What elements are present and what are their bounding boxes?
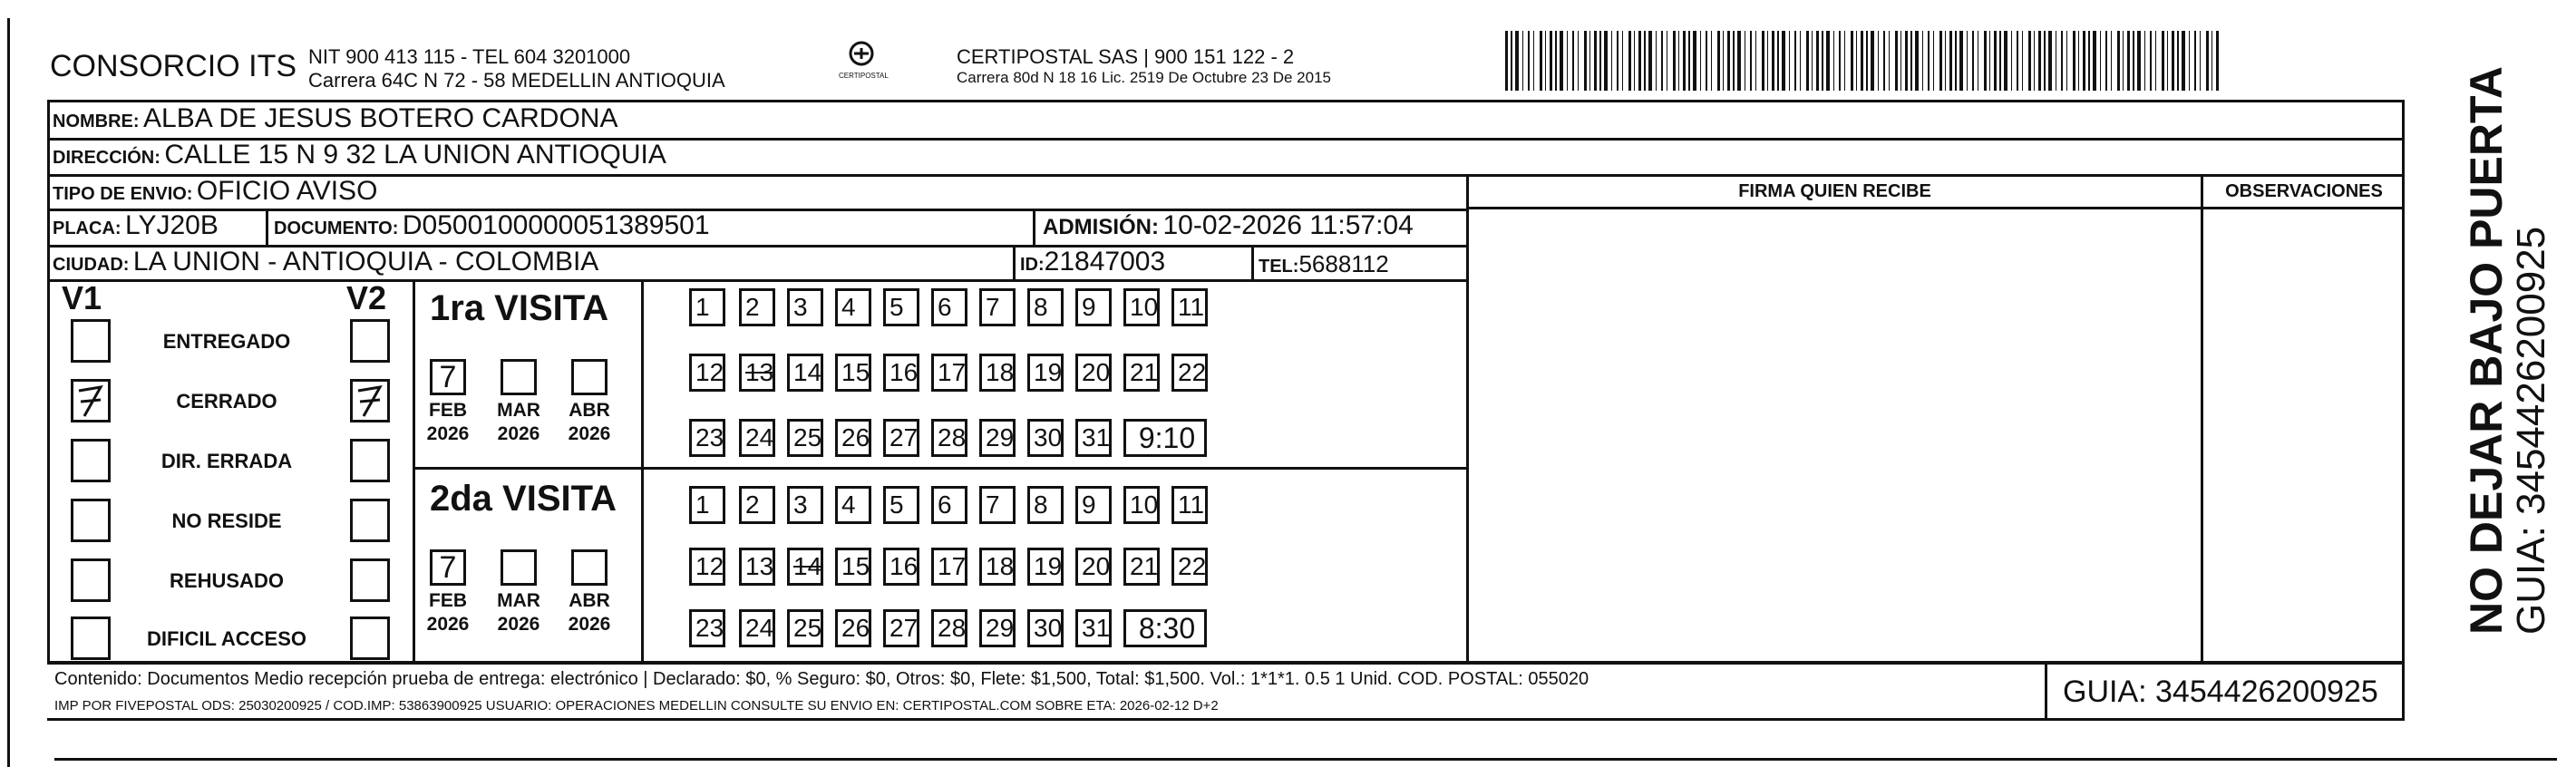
day-box[interactable]: 23 (689, 609, 725, 647)
v2-checkbox[interactable] (350, 558, 390, 602)
id-label: ID: (1020, 255, 1045, 275)
day-box[interactable]: 16 (883, 548, 919, 586)
barcode-bar (2004, 31, 2007, 91)
handwritten-check-icon (353, 382, 389, 422)
day-box[interactable]: 2 (739, 288, 775, 326)
col-line (1251, 245, 1254, 279)
month-checkbox[interactable] (571, 359, 608, 395)
v2-checkbox[interactable] (350, 379, 390, 422)
barcode-bar (1839, 31, 1841, 91)
day-box[interactable]: 16 (883, 354, 919, 392)
barcode-bar (1560, 31, 1563, 91)
barcode-bar (2137, 31, 2141, 91)
barcode-bar (1648, 31, 1652, 91)
barcode-bar (2093, 31, 2096, 91)
id-value: 21847003 (1044, 247, 1166, 277)
day-box[interactable]: 1 (689, 288, 725, 326)
day-box[interactable]: 22 (1171, 548, 1208, 586)
day-box[interactable]: 29 (979, 609, 1016, 647)
day-box[interactable]: 27 (883, 419, 919, 457)
day-box[interactable]: 23 (689, 419, 725, 457)
status-label: CERRADO (176, 390, 277, 413)
barcode-bar (1737, 31, 1741, 91)
year-label: 2026 (497, 423, 540, 444)
v2-checkbox[interactable] (350, 319, 390, 363)
barcode-bar (1656, 31, 1657, 91)
day-box[interactable]: 8 (1027, 486, 1064, 524)
day-box[interactable]: 10 (1123, 288, 1160, 326)
status-label: NO RESIDE (171, 510, 282, 532)
barcode-bar (2048, 31, 2052, 91)
day-box[interactable]: 17 (931, 354, 967, 392)
barcode-bar (1767, 31, 1768, 91)
year-label: 2026 (568, 423, 611, 444)
tipo-value: OFICIO AVISO (196, 176, 378, 206)
barcode-bar (1693, 31, 1696, 91)
day-box[interactable]: 26 (835, 609, 871, 647)
day-box[interactable]: 29 (979, 419, 1016, 457)
row-line (1466, 207, 2405, 209)
v1-label: V1 (62, 279, 102, 316)
barcode-bar (1733, 31, 1735, 91)
barcode-bar (1915, 31, 1919, 91)
barcode-bar (1617, 31, 1619, 91)
barcode-bar (1826, 31, 1830, 91)
day-box[interactable]: 12 (689, 548, 725, 586)
left-edge-line (7, 18, 10, 767)
barcode-bar (1594, 31, 1597, 91)
barcode-bar (1678, 31, 1679, 91)
day-box[interactable]: 14 (787, 354, 823, 392)
barcode-bar (1567, 31, 1568, 91)
month-checkbox[interactable] (501, 359, 537, 395)
footer-guia-sep (2045, 662, 2047, 718)
barcode-bar (1939, 31, 1942, 91)
barcode-bar (1688, 31, 1690, 91)
barcode-bar (1794, 31, 1796, 91)
barcode-bar (1844, 31, 1845, 91)
nit-line: NIT 900 413 115 - TEL 604 3201000 (308, 45, 631, 68)
col-line (641, 279, 644, 662)
side-warning (2462, 66, 2552, 635)
barcode-bar (2088, 31, 2090, 91)
barcode-bar (1984, 31, 1987, 91)
v1-checkbox[interactable] (71, 439, 111, 482)
day-box[interactable]: 13 (739, 548, 775, 586)
direccion-label: DIRECCIÓN: (53, 148, 160, 168)
barcode-bar (2038, 31, 2041, 91)
barcode-bar (1683, 31, 1686, 91)
v1-checkbox[interactable] (71, 379, 111, 422)
barcode-bar (2127, 31, 2130, 91)
day-box[interactable]: 11 (1171, 288, 1208, 326)
barcode-bar (2162, 31, 2164, 91)
barcode-bar (1967, 31, 1968, 91)
barcode-bar (2061, 31, 2063, 91)
col-line (2201, 174, 2203, 664)
no-dejar-text: NO DEJAR BAJO PUERTA (2461, 66, 2512, 635)
barcode-bar (1700, 31, 1701, 91)
barcode-bar (1851, 31, 1853, 91)
barcode-bar (1900, 31, 1901, 91)
barcode-bar (1800, 31, 1801, 91)
placa-value: LYJ20B (125, 210, 219, 240)
v1-checkbox[interactable] (71, 617, 111, 660)
status-label: DIFICIL ACCESO (146, 627, 306, 650)
barcode-bar (2028, 31, 2031, 91)
year-label: 2026 (568, 614, 611, 635)
barcode-bar (2200, 31, 2201, 91)
barcode-bar (1866, 31, 1868, 91)
day-box[interactable]: 4 (835, 486, 871, 524)
barcode-bar (1782, 31, 1785, 91)
time-box[interactable]: 9:10 (1123, 419, 1207, 457)
day-box[interactable]: 13 (739, 354, 775, 392)
barcode-bar (1772, 31, 1774, 91)
row-line (47, 279, 1466, 282)
month-label: FEB 2026 (421, 589, 475, 636)
footer-right-edge (2402, 662, 2405, 720)
month-checkbox[interactable] (501, 549, 537, 586)
ciudad-cell (53, 247, 598, 277)
barcode-bar (1999, 31, 2001, 91)
barcode-bar (2172, 31, 2174, 91)
barcode-bar (2083, 31, 2085, 91)
nombre-label: NOMBRE: (53, 112, 140, 131)
day-box[interactable]: 10 (1123, 486, 1160, 524)
month-label: MAR 2026 (491, 399, 546, 446)
row-line (47, 662, 2405, 665)
day-box[interactable]: 17 (931, 548, 967, 586)
row-line (47, 174, 2405, 177)
month-label: ABR 2026 (562, 589, 617, 636)
day-box[interactable]: 28 (931, 419, 967, 457)
barcode-bar (1755, 31, 1756, 91)
barcode-bar (2111, 31, 2112, 91)
barcode-bar (1889, 31, 1890, 91)
barcode-bar (1883, 31, 1885, 91)
barcode-bar (2011, 31, 2012, 91)
year-label: 2026 (426, 614, 470, 635)
v2-checkbox[interactable] (350, 617, 390, 660)
barcode-bar (1515, 31, 1519, 91)
v1-checkbox[interactable] (71, 558, 111, 602)
barcode-bar (2066, 31, 2067, 91)
barcode-bar (1634, 31, 1635, 91)
barcode-bar (1789, 31, 1790, 91)
status-label: DIR. ERRADA (160, 450, 293, 472)
barcode-bar (1762, 31, 1764, 91)
barcode-bar (1955, 31, 1957, 91)
day-box[interactable]: 4 (835, 288, 871, 326)
month-label: ABR 2026 (562, 399, 617, 446)
barcode-bar (1578, 31, 1579, 91)
documento-value: D0500100000051389501 (402, 210, 710, 240)
barcode-bar (2144, 31, 2145, 91)
day-box[interactable]: 31 (1075, 419, 1112, 457)
day-box[interactable]: 3 (787, 486, 823, 524)
day-box[interactable]: 18 (979, 548, 1016, 586)
barcode-bar (1945, 31, 1946, 91)
day-box[interactable]: 11 (1171, 486, 1208, 524)
day-box[interactable]: 27 (883, 609, 919, 647)
barcode-bar (1717, 31, 1720, 91)
v1-checkbox[interactable] (71, 319, 111, 363)
barcode-bar (1959, 31, 1963, 91)
barcode-bar (1511, 31, 1512, 91)
day-box[interactable]: 19 (1027, 354, 1064, 392)
bottom-edge-line (54, 758, 2557, 761)
barcode-bar (1599, 31, 1601, 91)
address-line: Carrera 64C N 72 - 58 MEDELLIN ANTIOQUIA (308, 69, 725, 92)
barcode-bar (1878, 31, 1879, 91)
barcode-bar (1777, 31, 1779, 91)
placa-cell (53, 210, 219, 241)
documento-label: DOCUMENTO: (274, 218, 399, 238)
month-label: MAR 2026 (491, 589, 546, 636)
nombre-row (53, 103, 617, 134)
barcode-bar (2078, 31, 2079, 91)
day-box[interactable]: 9 (1075, 288, 1112, 326)
barcode-bar (2044, 31, 2046, 91)
day-box[interactable]: 6 (931, 486, 967, 524)
day-box[interactable]: 15 (835, 354, 871, 392)
barcode-bar (1822, 31, 1823, 91)
day-box[interactable]: 1 (689, 486, 725, 524)
month-checkbox[interactable] (571, 549, 608, 586)
day-box[interactable]: 25 (787, 419, 823, 457)
footer-guia: GUIA: 3454426200925 (2063, 675, 2378, 709)
barcode-bar (1816, 31, 1819, 91)
day-box[interactable]: 25 (787, 609, 823, 647)
observaciones-label: OBSERVACIONES (2225, 181, 2383, 201)
documento-cell (274, 210, 710, 241)
barcode-bar (2155, 31, 2156, 91)
company-name: CONSORCIO ITS (50, 49, 297, 83)
barcode-bar (1533, 31, 1534, 91)
direccion-row (53, 140, 666, 170)
barcode-bar (1611, 31, 1612, 91)
barcode-bar (2189, 31, 2190, 91)
status-label: REHUSADO (170, 569, 284, 592)
day-box[interactable]: 7 (979, 288, 1016, 326)
barcode-bar (1505, 31, 1508, 91)
day-box[interactable]: 12 (689, 354, 725, 392)
col-line (1013, 245, 1016, 279)
footer-line1: Contenido: Documentos Medio recepción prueba de entrega: electrónico | Declarado: $0, % Seguro: $0, Otros: $0, Flete: $1,500, Total: $1,500. Vol.: 1*1*1. 0.5 1 Unid. COD. POSTAL: 055020 (54, 669, 1589, 689)
barcode-bar (1528, 31, 1530, 91)
logo-text: CERTIPOSTAL (839, 72, 889, 80)
barcode-bar (1572, 31, 1574, 91)
certi-line2: Carrera 80d N 18 16 Lic. 2519 De Octubre 23 De 2015 (957, 69, 1331, 86)
admision-value: 10-02-2026 11:57:04 (1162, 210, 1414, 240)
barcode-bar (1584, 31, 1587, 91)
row-line (413, 467, 1466, 470)
tel-label: TEL: (1259, 257, 1299, 277)
col-line (1033, 209, 1035, 245)
day-box[interactable]: 30 (1027, 609, 1064, 647)
col-line (1466, 174, 1469, 664)
barcode-bar (2100, 31, 2101, 91)
month-checkbox[interactable]: 7 (430, 359, 466, 395)
barcode-bar (2105, 31, 2107, 91)
v2-label: V2 (346, 279, 387, 316)
barcode-bar (1706, 31, 1707, 91)
barcode (1505, 31, 2221, 91)
tipo-label: TIPO DE ENVIO: (53, 184, 193, 204)
day-box[interactable]: 31 (1075, 609, 1112, 647)
day-box[interactable]: 21 (1123, 548, 1160, 586)
barcode-bar (2123, 31, 2124, 91)
nombre-value: ALBA DE JESUS BOTERO CARDONA (143, 103, 618, 133)
second-visit-title: 2da VISITA (430, 479, 617, 519)
admision-cell (1043, 210, 1414, 241)
day-box[interactable]: 28 (931, 609, 967, 647)
day-box[interactable]: 8 (1027, 288, 1064, 326)
barcode-bar (2177, 31, 2179, 91)
barcode-bar (1949, 31, 1952, 91)
barcode-bar (2182, 31, 2185, 91)
month-label: FEB 2026 (421, 399, 475, 446)
day-box[interactable]: 15 (835, 548, 871, 586)
year-label: 2026 (426, 423, 470, 444)
v1-checkbox[interactable] (71, 499, 111, 542)
id-cell (1020, 247, 1165, 277)
barcode-bar (1994, 31, 1997, 91)
barcode-bar (1661, 31, 1663, 91)
barcode-bar (1555, 31, 1557, 91)
barcode-bar (1638, 31, 1641, 91)
barcode-bar (1711, 31, 1712, 91)
footer-bottom-line (47, 718, 2405, 721)
barcode-bar (1644, 31, 1646, 91)
barcode-bar (2073, 31, 2075, 91)
barcode-bar (1589, 31, 1590, 91)
v2-checkbox[interactable] (350, 499, 390, 542)
day-box[interactable]: 9 (1075, 486, 1112, 524)
barcode-bar (2216, 31, 2219, 91)
barcode-bar (1604, 31, 1608, 91)
day-box[interactable]: 3 (787, 288, 823, 326)
barcode-bar (2150, 31, 2152, 91)
certi-line1: CERTIPOSTAL SAS | 900 151 122 - 2 (957, 45, 1295, 68)
barcode-bar (2017, 31, 2018, 91)
day-box[interactable]: 26 (835, 419, 871, 457)
day-box[interactable]: 6 (931, 288, 967, 326)
firma-label: FIRMA QUIEN RECIBE (1738, 181, 1931, 201)
barcode-bar (1550, 31, 1552, 91)
certipostal-logo (839, 40, 889, 80)
barcode-bar (1723, 31, 1724, 91)
barcode-bar (1628, 31, 1631, 91)
barcode-bar (1750, 31, 1752, 91)
barcode-bar (2022, 31, 2023, 91)
day-box[interactable]: 14 (787, 548, 823, 586)
barcode-bar (2167, 31, 2168, 91)
barcode-bar (2034, 31, 2035, 91)
barcode-bar (1922, 31, 1923, 91)
day-box[interactable]: 22 (1171, 354, 1208, 392)
barcode-bar (2133, 31, 2134, 91)
barcode-bar (2117, 31, 2120, 91)
time-box[interactable]: 8:30 (1123, 609, 1207, 647)
month-checkbox[interactable]: 7 (430, 549, 466, 586)
tipo-row (53, 176, 377, 207)
day-box[interactable]: 18 (979, 354, 1016, 392)
barcode-bar (1856, 31, 1857, 91)
barcode-bar (1910, 31, 1912, 91)
barcode-bar (1540, 31, 1542, 91)
handwritten-check-icon (73, 382, 110, 422)
barcode-bar (2211, 31, 2212, 91)
barcode-bar (1673, 31, 1676, 91)
col-line (413, 279, 415, 662)
barcode-bar (1861, 31, 1863, 91)
year-label: 2026 (497, 614, 540, 635)
barcode-bar (1727, 31, 1730, 91)
barcode-bar (1545, 31, 1546, 91)
v2-checkbox[interactable] (350, 439, 390, 482)
day-box[interactable]: 30 (1027, 419, 1064, 457)
day-box[interactable]: 21 (1123, 354, 1160, 392)
day-box[interactable]: 24 (739, 419, 775, 457)
barcode-bar (1928, 31, 1930, 91)
barcode-bar (1812, 31, 1813, 91)
barcode-bar (1522, 31, 1523, 91)
placa-label: PLACA: (53, 218, 122, 238)
barcode-bar (1972, 31, 1974, 91)
tel-value: 5688112 (1298, 250, 1389, 277)
tel-cell (1259, 250, 1389, 278)
status-label: ENTREGADO (162, 330, 291, 353)
col-line (266, 209, 268, 245)
barcode-bar (1895, 31, 1898, 91)
barcode-bar (1871, 31, 1874, 91)
day-box[interactable]: 7 (979, 486, 1016, 524)
barcode-bar (1933, 31, 1934, 91)
first-visit-title: 1ra VISITA (430, 288, 609, 328)
ciudad-label: CIUDAD: (53, 255, 130, 275)
day-box[interactable]: 5 (883, 288, 919, 326)
barcode-bar (2194, 31, 2196, 91)
direccion-value: CALLE 15 N 9 32 LA UNION ANTIOQUIA (164, 140, 666, 170)
day-box[interactable]: 2 (739, 486, 775, 524)
footer-line2: IMP POR FIVEPOSTAL ODS: 25030200925 / COD.IMP: 53863900925 USUARIO: OPERACIONES MEDELLIN CONSULTE SU ENVIO EN: CERTIPOSTAL.COM SOBRE ETA: 2026-02-12 D+2 (54, 698, 1219, 714)
day-box[interactable]: 20 (1075, 548, 1112, 586)
barcode-bar (1905, 31, 1908, 91)
day-box[interactable]: 5 (883, 486, 919, 524)
day-box[interactable]: 24 (739, 609, 775, 647)
barcode-bar (2206, 31, 2209, 91)
side-guia-text: GUIA: 3454426200925 (2509, 226, 2553, 635)
barcode-bar (1622, 31, 1623, 91)
ciudad-value: LA UNION - ANTIOQUIA - COLOMBIA (132, 247, 599, 277)
barcode-bar (1989, 31, 1990, 91)
barcode-bar (1806, 31, 1809, 91)
day-box[interactable]: 19 (1027, 548, 1064, 586)
barcode-bar (1833, 31, 1834, 91)
day-box[interactable]: 20 (1075, 354, 1112, 392)
admision-label: ADMISIÓN: (1043, 215, 1159, 239)
